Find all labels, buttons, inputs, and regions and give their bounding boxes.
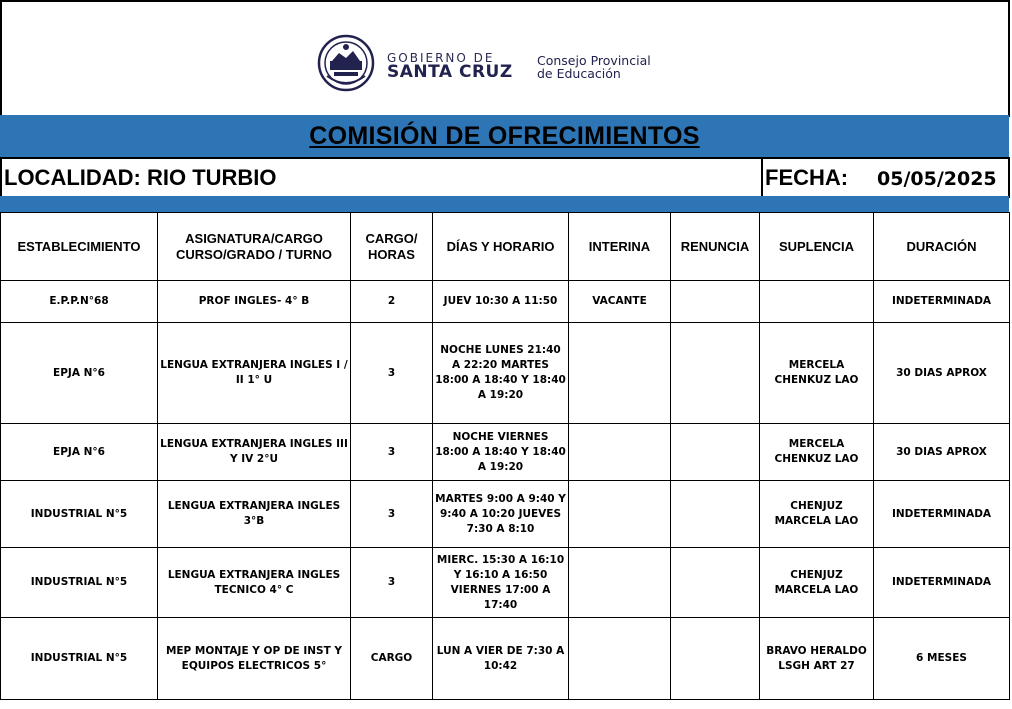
table-cell: 3 [351,323,433,424]
org-line1: Consejo Provincial [537,53,651,68]
table-cell [569,424,671,481]
table-cell: MERCELA CHENKUZ LAO [760,424,874,481]
table-cell: 6 MESES [874,618,1010,700]
table-cell: LENGUA EXTRANJERA INGLES 3°B [158,481,351,548]
column-header: DURACIÓN [874,213,1010,281]
table-cell: MEP MONTAJE Y OP DE INST Y EQUIPOS ELECTRICOS 5° [158,618,351,700]
table-cell: BRAVO HERALDO LSGH ART 27 [760,618,874,700]
table-cell: 2 [351,281,433,323]
org-line2: de Educación [537,66,621,81]
table-row [1,481,1010,548]
table-cell [569,323,671,424]
table-cell: 3 [351,481,433,548]
table-header-row [1,213,1010,281]
column-header: ESTABLECIMIENTO [1,213,158,281]
table-cell: CHENJUZ MARCELA LAO [760,548,874,618]
table-cell: INDUSTRIAL N°5 [1,481,158,548]
table-cell: 3 [351,424,433,481]
table-cell: EPJA N°6 [1,424,158,481]
table-cell: NOCHE LUNES 21:40 A 22:20 MARTES 18:00 A 18:40 Y 18:40 A 19:20 [433,323,569,424]
offers-table [0,212,1010,700]
column-header: ASIGNATURA/CARGO CURSO/GRADO / TURNO [158,213,351,281]
letterhead [0,0,1010,117]
document-title: COMISIÓN DE OFRECIMIENTOS [309,121,700,150]
table-cell [569,548,671,618]
table-row [1,281,1010,323]
table-cell: LENGUA EXTRANJERA INGLES I / II 1° U [158,323,351,424]
table-cell [671,548,760,618]
table-cell: LENGUA EXTRANJERA INGLES TECNICO 4° C [158,548,351,618]
table-cell: EPJA N°6 [1,323,158,424]
table-cell [671,424,760,481]
table-cell [760,281,874,323]
table-row [1,548,1010,618]
date-value: 05/05/2025 [877,168,997,190]
column-header: DÍAS Y HORARIO [433,213,569,281]
table-cell [671,618,760,700]
separator-bar [0,196,1009,212]
date-label: FECHA: [765,165,849,190]
date-cell [761,157,1010,196]
table-cell: JUEV 10:30 A 11:50 [433,281,569,323]
table-cell: CARGO [351,618,433,700]
column-header: INTERINA [569,213,671,281]
locality-row [0,157,1010,198]
column-header: SUPLENCIA [760,213,874,281]
table-cell: MARTES 9:00 A 9:40 Y 9:40 A 10:20 JUEVES 7:30 A 8:10 [433,481,569,548]
table-cell: 30 DIAS APROX [874,323,1010,424]
column-header: CARGO/ HORAS [351,213,433,281]
table-cell [569,618,671,700]
logo-line1: GOBIERNO DE [387,51,495,65]
provincial-seal-icon [317,34,375,92]
logo-line2: SANTA CRUZ [387,62,513,82]
table-cell: MERCELA CHENKUZ LAO [760,323,874,424]
table-cell: E.P.P.N°68 [1,281,158,323]
table-cell: CHENJUZ MARCELA LAO [760,481,874,548]
table-cell [671,481,760,548]
table-cell: LUN A VIER DE 7:30 A 10:42 [433,618,569,700]
table-cell: 3 [351,548,433,618]
table-row [1,424,1010,481]
table-cell: INDETERMINADA [874,281,1010,323]
government-logo [317,34,677,96]
table-cell [671,281,760,323]
column-header: RENUNCIA [671,213,760,281]
table-cell [569,481,671,548]
table-cell [671,323,760,424]
table-row [1,323,1010,424]
table-cell: 30 DIAS APROX [874,424,1010,481]
table-row [1,618,1010,700]
table-cell: INDUSTRIAL N°5 [1,618,158,700]
locality: LOCALIDAD: RIO TURBIO [4,165,277,190]
table-cell: PROF INGLES- 4° B [158,281,351,323]
table-cell: VACANTE [569,281,671,323]
table-cell: INDETERMINADA [874,481,1010,548]
table-cell: INDETERMINADA [874,548,1010,618]
title-bar [0,115,1009,157]
table-cell: INDUSTRIAL N°5 [1,548,158,618]
table-cell: LENGUA EXTRANJERA INGLES III Y IV 2°U [158,424,351,481]
table-cell: NOCHE VIERNES 18:00 A 18:40 Y 18:40 A 19:20 [433,424,569,481]
table-cell: MIERC. 15:30 A 16:10 Y 16:10 A 16:50 VIERNES 17:00 A 17:40 [433,548,569,618]
